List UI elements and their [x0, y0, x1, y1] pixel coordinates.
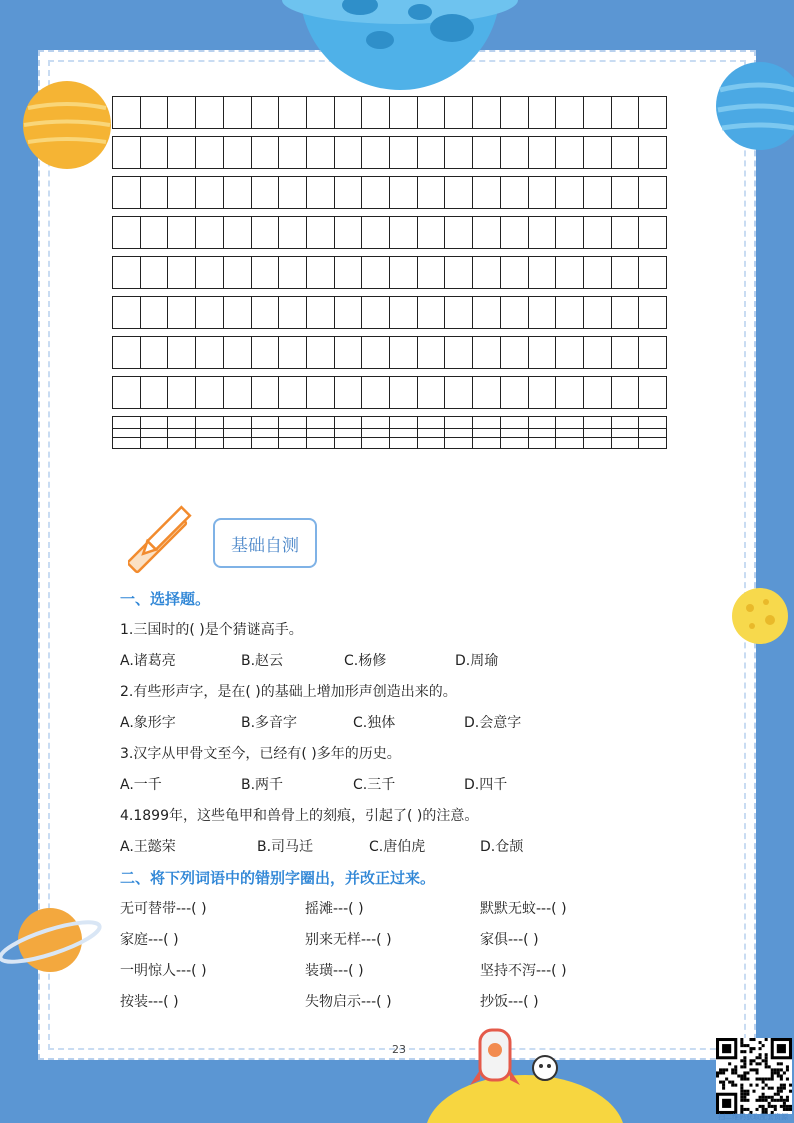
grid-cell: [556, 217, 584, 248]
grid-cell: [141, 217, 169, 248]
grid-cell: [224, 137, 252, 168]
grid-cell: [418, 177, 446, 208]
planet-top-decoration: [280, 0, 520, 90]
grid-cell: [556, 297, 584, 328]
grid-cell: [390, 297, 418, 328]
part2-heading: 二、将下列词语中的错别字圈出，并改正过来。: [120, 869, 436, 887]
grid-cell: [196, 377, 224, 408]
grid-cell: [335, 377, 363, 408]
word-item: 失物启示---( ): [305, 994, 392, 1010]
grid-cell: [335, 257, 363, 288]
q2-option-c: C.独体: [353, 715, 396, 731]
grid-cell: [113, 257, 141, 288]
grid-cell: [529, 217, 557, 248]
grid-cell: [168, 257, 196, 288]
grid-cell: [168, 137, 196, 168]
q4-option-a: A.王懿荣: [120, 839, 176, 855]
word-item: 家庭---( ): [120, 932, 179, 948]
grid-cell: [612, 177, 640, 208]
grid-row: [112, 336, 667, 369]
grid-cell: [141, 97, 169, 128]
grid-cell: [224, 217, 252, 248]
grid-cell: [113, 177, 141, 208]
q3-option-d: D.四千: [464, 777, 508, 793]
grid-cell: [418, 337, 446, 368]
q1-option-d: D.周瑜: [455, 653, 499, 669]
grid-cell: [418, 257, 446, 288]
word-item: 家俱---( ): [480, 932, 539, 948]
grid-cell: [445, 337, 473, 368]
grid-cell: [418, 97, 446, 128]
grid-cell: [335, 337, 363, 368]
grid-cell: [501, 217, 529, 248]
grid-cell: [279, 177, 307, 208]
page-number: 23: [392, 1043, 406, 1056]
grid-cell: [113, 97, 141, 128]
word-item: 抄饭---( ): [480, 994, 539, 1010]
grid-cell: [529, 97, 557, 128]
grid-cell: [612, 97, 640, 128]
saturn-left: [0, 900, 104, 980]
grid-cell: [168, 377, 196, 408]
grid-cell: [418, 377, 446, 408]
q1-option-c: C.杨修: [344, 653, 387, 669]
grid-cell: [113, 377, 141, 408]
grid-row: [112, 216, 667, 249]
grid-cell: [252, 257, 280, 288]
grid-cell: [196, 97, 224, 128]
grid-cell: [307, 337, 335, 368]
planet-yellow-left: [20, 78, 114, 172]
grid-cell: [556, 97, 584, 128]
planet-small-yellow-right: [730, 586, 790, 646]
grid-cell: [252, 177, 280, 208]
grid-cell: [639, 97, 666, 128]
q3-option-b: B.两千: [241, 777, 284, 793]
grid-cell: [529, 257, 557, 288]
word-item: 默默无蚊---( ): [480, 901, 567, 917]
grid-cell: [279, 97, 307, 128]
grid-cell: [168, 97, 196, 128]
grid-cell: [224, 337, 252, 368]
grid-cell: [473, 137, 501, 168]
grid-cell: [584, 217, 612, 248]
grid-cell: [196, 177, 224, 208]
grid-cell: [196, 337, 224, 368]
grid-cell: [390, 257, 418, 288]
grid-cell: [362, 257, 390, 288]
section-badge: 基础自测: [213, 518, 317, 568]
word-item: 摇滩---( ): [305, 901, 364, 917]
grid-cell: [418, 217, 446, 248]
grid-cell: [335, 297, 363, 328]
grid-row: [112, 376, 667, 409]
grid-cell: [390, 177, 418, 208]
q3-option-c: C.三千: [353, 777, 396, 793]
grid-cell: [473, 217, 501, 248]
grid-cell: [335, 177, 363, 208]
grid-cell: [584, 177, 612, 208]
word-item: 装璜---( ): [305, 963, 364, 979]
grid-cell: [335, 217, 363, 248]
grid-cell: [529, 337, 557, 368]
grid-cell: [307, 137, 335, 168]
grid-cell: [168, 337, 196, 368]
grid-cell: [612, 137, 640, 168]
grid-cell: [141, 137, 169, 168]
grid-cell: [390, 337, 418, 368]
grid-cell: [501, 377, 529, 408]
grid-row: [112, 96, 667, 129]
grid-cell: [252, 297, 280, 328]
grid-cell: [556, 257, 584, 288]
grid-cell: [556, 337, 584, 368]
grid-cell: [445, 177, 473, 208]
question-4: 4.1899年，这些龟甲和兽骨上的刻痕，引起了( )的注意。: [120, 808, 479, 824]
grid-cell: [224, 377, 252, 408]
grid-cell: [390, 377, 418, 408]
grid-cell: [584, 337, 612, 368]
grid-cell: [113, 137, 141, 168]
grid-cell: [584, 257, 612, 288]
grid-cell: [279, 217, 307, 248]
grid-cell: [279, 257, 307, 288]
grid-cell: [639, 217, 666, 248]
grid-cell: [501, 137, 529, 168]
grid-cell: [556, 137, 584, 168]
grid-cell: [445, 297, 473, 328]
planet-blue-right: [712, 60, 794, 152]
grid-cell: [529, 377, 557, 408]
grid-cell: [307, 97, 335, 128]
grid-cell: [445, 137, 473, 168]
grid-cell: [639, 137, 666, 168]
grid-cell: [113, 297, 141, 328]
grid-cell: [307, 377, 335, 408]
grid-cell: [445, 97, 473, 128]
grid-cell: [168, 297, 196, 328]
grid-cell: [141, 297, 169, 328]
q4-option-c: C.唐伯虎: [369, 839, 426, 855]
word-item: 无可替带---( ): [120, 901, 207, 917]
grid-cell: [612, 377, 640, 408]
grid-cell: [584, 97, 612, 128]
question-3: 3.汉字从甲骨文至今，已经有( )多年的历史。: [120, 746, 401, 762]
q3-option-a: A.一千: [120, 777, 162, 793]
grid-cell: [279, 377, 307, 408]
grid-cell: [252, 137, 280, 168]
grid-cell: [612, 297, 640, 328]
grid-cell: [307, 217, 335, 248]
q4-option-b: B.司马迁: [257, 839, 314, 855]
grid-cell: [252, 217, 280, 248]
grid-cell: [639, 337, 666, 368]
q2-option-a: A.象形字: [120, 715, 176, 731]
grid-cell: [473, 177, 501, 208]
grid-cell: [113, 217, 141, 248]
grid-cell: [418, 137, 446, 168]
grid-cell: [390, 97, 418, 128]
grid-cell: [612, 217, 640, 248]
grid-row: [112, 176, 667, 209]
moon-rocket-illustration: [425, 1020, 625, 1123]
grid-cell: [141, 257, 169, 288]
grid-cell: [612, 257, 640, 288]
grid-cell: [335, 97, 363, 128]
grid-row: [112, 296, 667, 329]
grid-cell: [224, 257, 252, 288]
grid-cell: [279, 337, 307, 368]
question-2: 2.有些形声字，是在( )的基础上增加形声创造出来的。: [120, 684, 457, 700]
q1-option-b: B.赵云: [241, 653, 284, 669]
grid-cell: [501, 257, 529, 288]
grid-cell: [196, 217, 224, 248]
word-item: 坚持不泻---( ): [480, 963, 567, 979]
grid-cell: [307, 257, 335, 288]
grid-cell: [141, 377, 169, 408]
grid-cell: [529, 297, 557, 328]
grid-cell: [141, 337, 169, 368]
grid-cell: [362, 337, 390, 368]
grid-cell: [362, 177, 390, 208]
grid-cell: [473, 337, 501, 368]
grid-cell: [501, 177, 529, 208]
grid-cell: [224, 297, 252, 328]
q1-option-a: A.诸葛亮: [120, 653, 176, 669]
grid-cell: [196, 297, 224, 328]
grid-cell: [639, 177, 666, 208]
grid-cell: [252, 97, 280, 128]
grid-cell: [141, 177, 169, 208]
grid-cell: [168, 177, 196, 208]
grid-cell: [196, 257, 224, 288]
qr-code-icon[interactable]: [716, 1038, 792, 1114]
grid-cell: [584, 297, 612, 328]
q2-option-d: D.会意字: [464, 715, 522, 731]
grid-cell: [445, 257, 473, 288]
grid-cell: [639, 377, 666, 408]
grid-cell: [390, 137, 418, 168]
grid-cell: [612, 337, 640, 368]
grid-cell: [307, 177, 335, 208]
grid-cell: [473, 297, 501, 328]
grid-cell: [224, 177, 252, 208]
writing-grid: [112, 96, 667, 456]
grid-cell: [639, 257, 666, 288]
grid-cell: [362, 97, 390, 128]
part1-heading: 一、选择题。: [120, 590, 211, 608]
grid-cell: [390, 217, 418, 248]
grid-cell: [584, 377, 612, 408]
grid-cell: [529, 137, 557, 168]
q2-option-b: B.多音字: [241, 715, 298, 731]
grid-cell: [307, 297, 335, 328]
grid-cell: [501, 97, 529, 128]
grid-cell: [252, 337, 280, 368]
grid-cell: [418, 297, 446, 328]
grid-cell: [196, 137, 224, 168]
grid-cell: [473, 257, 501, 288]
grid-cell: [529, 177, 557, 208]
grid-cell: [279, 297, 307, 328]
grid-cell: [362, 217, 390, 248]
grid-cell: [473, 377, 501, 408]
word-item: 一明惊人---( ): [120, 963, 207, 979]
grid-row: [112, 136, 667, 169]
grid-cell: [224, 97, 252, 128]
writing-grid-end: [112, 428, 667, 438]
word-item: 别来无样---( ): [305, 932, 392, 948]
grid-cell: [252, 377, 280, 408]
q4-option-d: D.仓颉: [480, 839, 524, 855]
grid-cell: [473, 97, 501, 128]
grid-cell: [501, 297, 529, 328]
grid-cell: [335, 137, 363, 168]
pencil-ruler-icon: [128, 504, 198, 574]
grid-cell: [279, 137, 307, 168]
word-item: 按装---( ): [120, 994, 179, 1010]
grid-cell: [362, 377, 390, 408]
qr-caption: 扫二维码获取配套资源: [718, 1113, 788, 1121]
grid-cell: [445, 217, 473, 248]
grid-cell: [501, 337, 529, 368]
grid-cell: [556, 377, 584, 408]
grid-cell: [445, 377, 473, 408]
grid-cell: [362, 137, 390, 168]
grid-row: [112, 256, 667, 289]
grid-cell: [362, 297, 390, 328]
grid-cell: [168, 217, 196, 248]
grid-cell: [639, 297, 666, 328]
question-1: 1.三国时的( )是个猜谜高手。: [120, 622, 303, 638]
grid-cell: [113, 337, 141, 368]
grid-cell: [584, 137, 612, 168]
grid-cell: [556, 177, 584, 208]
